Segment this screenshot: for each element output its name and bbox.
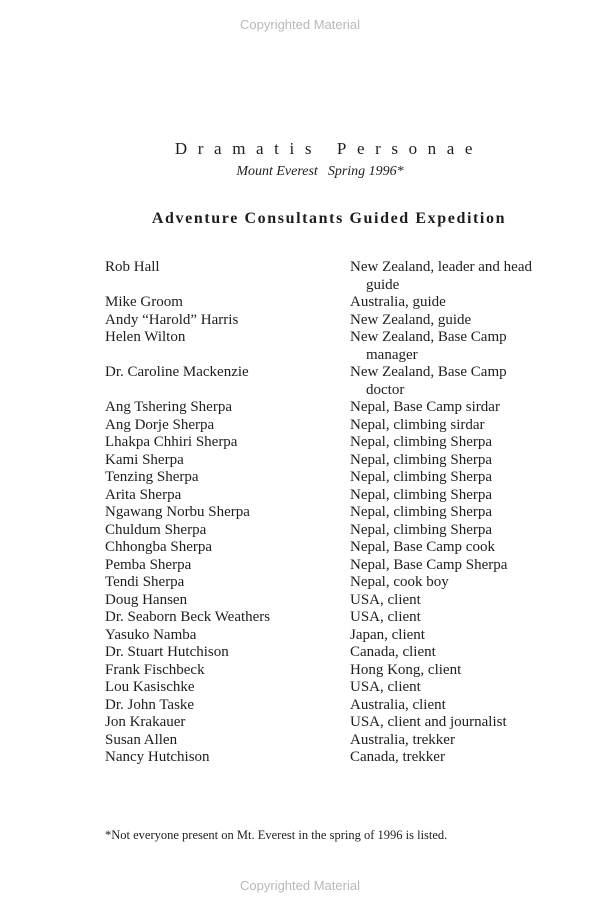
page-subtitle <box>0 164 600 180</box>
member-role-continuation: doctor <box>366 381 405 398</box>
roster-row <box>105 662 575 680</box>
member-role-text: Nepal, climbing Sherpa <box>350 521 493 538</box>
member-role <box>350 679 555 697</box>
member-name: Ngawang Norbu Sherpa <box>105 504 250 520</box>
member-role-text: Australia, trekker <box>350 731 455 748</box>
roster-row <box>105 679 575 697</box>
member-name: Ang Dorje Sherpa <box>105 416 215 433</box>
roster-row <box>105 749 575 767</box>
member-role <box>350 312 555 330</box>
member-role-text: Nepal, climbing sirdar <box>350 416 485 433</box>
watermark-top: Copyrighted Material <box>240 17 360 32</box>
footnote: *Not everyone present on Mt. Everest in the spring of 1996 is listed. <box>105 828 448 842</box>
member-role-text: Nepal, climbing Sherpa <box>350 434 493 450</box>
member-role-text: Nepal, Base Camp Sherpa <box>350 556 508 573</box>
roster-row <box>105 294 575 312</box>
member-role <box>350 662 555 680</box>
roster-row <box>105 697 575 715</box>
member-role <box>350 714 555 732</box>
watermark-bottom: Copyrighted Material <box>240 878 360 893</box>
member-role-text: Australia, guide <box>350 294 446 310</box>
member-role <box>350 522 555 540</box>
member-role-continuation: manager <box>366 346 418 363</box>
member-role <box>350 697 555 715</box>
member-role-text: USA, client <box>350 679 421 695</box>
member-role-text: USA, client <box>350 591 421 608</box>
member-role-text: Hong Kong, client <box>350 661 462 678</box>
roster-row <box>105 504 575 522</box>
member-role-text: Canada, trekker <box>350 749 445 765</box>
member-role-text: USA, client and journalist <box>350 714 507 730</box>
member-role <box>350 364 555 399</box>
member-role-text: Nepal, climbing Sherpa <box>350 469 493 485</box>
page-title: Dramatis Personae <box>174 139 484 158</box>
member-role-text: Nepal, climbing Sherpa <box>350 504 493 520</box>
member-role-text: New Zealand, Base Camp <box>350 364 507 380</box>
member-name: Rob Hall <box>105 259 160 275</box>
section-heading: Adventure Consultants Guided Expedition <box>151 210 507 227</box>
member-name: Nancy Hutchison <box>105 749 210 765</box>
subtitle-date: Spring 1996* <box>327 164 404 179</box>
member-name: Chhongba Sherpa <box>105 539 213 555</box>
member-name: Chuldum Sherpa <box>105 521 207 538</box>
roster-list <box>105 259 575 767</box>
member-name: Helen Wilton <box>105 329 186 345</box>
member-name: Ang Tshering Sherpa <box>105 399 232 415</box>
member-role <box>350 574 555 592</box>
member-name: Doug Hansen <box>105 591 188 608</box>
member-name: Tenzing Sherpa <box>105 469 199 485</box>
roster-row <box>105 627 575 645</box>
member-role-text: New Zealand, Base Camp <box>350 329 507 345</box>
member-role-text: USA, client <box>350 609 421 625</box>
member-role <box>350 294 555 312</box>
roster-row <box>105 399 575 417</box>
member-role <box>350 469 555 487</box>
member-name: Dr. John Taske <box>105 696 195 713</box>
member-role <box>350 732 555 750</box>
member-role <box>350 417 555 435</box>
member-role <box>350 644 555 662</box>
member-role-text: Nepal, Base Camp cook <box>350 539 495 555</box>
roster-row <box>105 557 575 575</box>
roster-row <box>105 452 575 470</box>
member-role <box>350 452 555 470</box>
roster-row <box>105 259 575 294</box>
member-name: Dr. Stuart Hutchison <box>105 644 229 660</box>
member-role-text: Nepal, climbing Sherpa <box>350 486 493 503</box>
member-name: Kami Sherpa <box>105 451 184 468</box>
roster-row <box>105 364 575 399</box>
member-name: Tendi Sherpa <box>105 574 185 590</box>
roster-row <box>105 732 575 750</box>
roster-row <box>105 522 575 540</box>
member-role-continuation: guide <box>366 276 400 293</box>
member-role-text: Japan, client <box>350 626 425 643</box>
member-role <box>350 329 555 364</box>
member-role-text: Nepal, Base Camp sirdar <box>350 399 500 415</box>
member-role-text: Nepal, cook boy <box>350 574 449 590</box>
roster-row <box>105 329 575 364</box>
roster-row <box>105 644 575 662</box>
member-name: Frank Fischbeck <box>105 661 205 678</box>
member-role <box>350 539 555 557</box>
roster-row <box>105 469 575 487</box>
member-name: Dr. Seaborn Beck Weathers <box>105 609 271 625</box>
member-role <box>350 399 555 417</box>
member-name: Susan Allen <box>105 731 178 748</box>
roster-row <box>105 417 575 435</box>
member-role <box>350 627 555 645</box>
member-name: Lhakpa Chhiri Sherpa <box>105 434 238 450</box>
roster-row <box>105 539 575 557</box>
roster-row <box>105 487 575 505</box>
roster-row <box>105 592 575 610</box>
member-name: Dr. Caroline Mackenzie <box>105 364 249 380</box>
member-role-text: New Zealand, leader and head <box>350 259 532 275</box>
roster-row <box>105 714 575 732</box>
member-role-text: Canada, client <box>350 644 436 660</box>
subtitle-place: Mount Everest <box>236 164 318 179</box>
roster-row <box>105 312 575 330</box>
member-role <box>350 434 555 452</box>
member-role-text: Australia, client <box>350 696 446 713</box>
member-name: Jon Krakauer <box>105 714 186 730</box>
member-role <box>350 609 555 627</box>
member-role <box>350 749 555 767</box>
member-name: Pemba Sherpa <box>105 556 192 573</box>
member-role-text: Nepal, climbing Sherpa <box>350 451 493 468</box>
roster-row <box>105 609 575 627</box>
member-name: Yasuko Namba <box>105 626 197 643</box>
roster-row <box>105 434 575 452</box>
member-name: Andy “Harold” Harris <box>105 311 239 328</box>
member-role <box>350 487 555 505</box>
member-name: Lou Kasischke <box>105 679 195 695</box>
member-role <box>350 259 555 294</box>
member-name: Arita Sherpa <box>105 486 182 503</box>
roster-row <box>105 574 575 592</box>
member-role <box>350 504 555 522</box>
member-role <box>350 592 555 610</box>
member-role-text: New Zealand, guide <box>350 311 472 328</box>
member-name: Mike Groom <box>105 294 183 310</box>
member-role <box>350 557 555 575</box>
